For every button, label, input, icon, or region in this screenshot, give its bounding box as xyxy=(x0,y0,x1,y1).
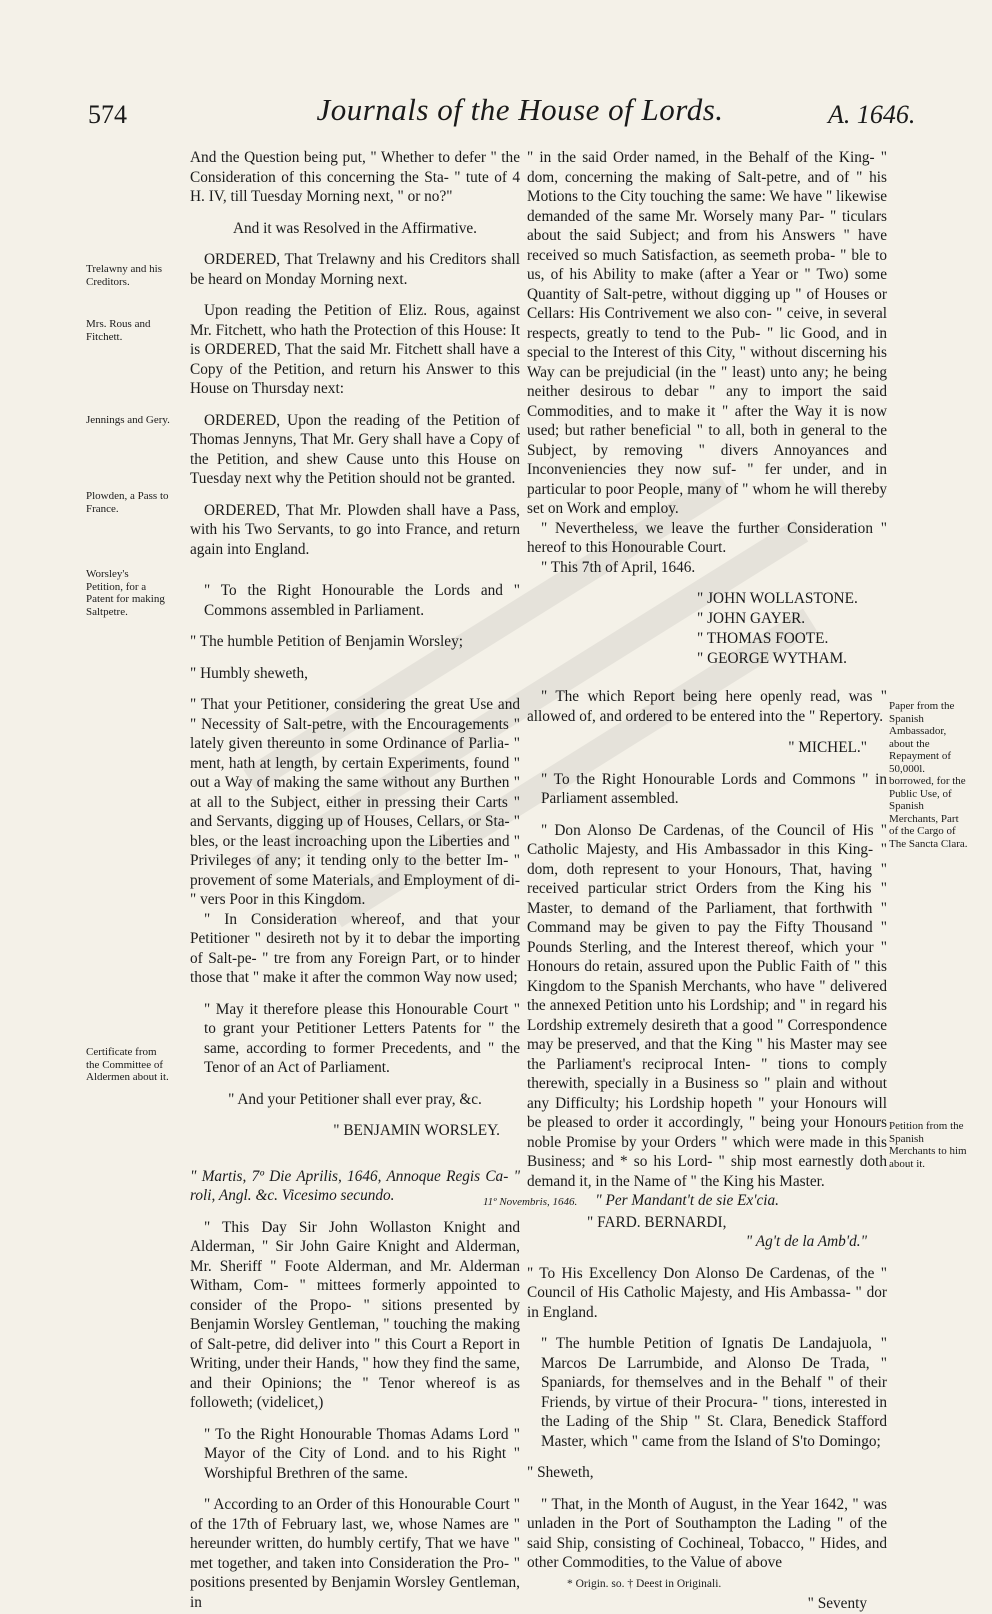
margin-note-certificate: Certificate from the Committee of Aldermen about it. xyxy=(86,1046,169,1083)
subscription: " Per Mandant't de sie Ex'cia. xyxy=(595,1192,780,1209)
paragraph: " in the said Order named, in the Behalf of the King- " dom, concerning the making of Salt-petre, and of " his Motions to the City touching the same: We have " likewise demanded of the same Mr. Worsely many Par- " ticulars about the said Subject; and from his Answers " have received so much Satisfaction, as seemeth proba- " ble to us, of his Ability to make (after a Year or " Two) some Quantity of Salt-petre, without digging up " of Houses or Cellars: His Contrivement we also con- " ceive, in several respects, greatly to tend to the Pub- " lic Good, and in special to the Interest of this City, " without discerning his Way can be prejudicial (in the " least) unto any; he being neither desirous to debar " any to import the said Commodities, and to make it " after the Way it is now used; but rather beneficial " to all, both in general to the Subject, by removing " divers Annoyances and Inconveniencies they now suf- " fer under, and in particular to poor People, many of " whom he will thereby set on Work and employ. xyxy=(527,149,887,517)
paragraph: ORDERED, Upon the reading of the Petition of Thomas Jennyns, That Mr. Gery shall have a Copy of the Petition, and shew Cause unto this House on Tuesday next why the Petition should not be granted. xyxy=(190,411,520,487)
footnote: * Origin. so. † Deest in Originali. xyxy=(567,1577,722,1590)
paragraph: And the Question being put, " Whether to defer " the Consideration of this concerning the Sta- " tute of 4 H. IV, till Tuesday Morning next, " or no?" xyxy=(190,149,520,205)
paragraph: " This Day Sir John Wollaston Knight and Alderman, " Sir John Gaire Knight and Alderman, Mr. Sheriff " Foote Alderman, and Mr. Alderman Witham, Com- " mittees formerly appointed to consider of the Propo- " sitions presented by Benjamin Worsley Gentleman, " touching the making of Salt-petre, did deliver into " this Court a Report in Writing, under their Hands, " how they find the same, and their Opinions; the " Tenor whereof is as followeth; (videlicet,) xyxy=(190,1218,520,1411)
paragraph: " In Consideration whereof, and that your Petitioner " desireth not by it to debar the importing of Salt-pe- " tre from any Foreign Part, or to hinder those that " make it after the common Way now used; xyxy=(190,910,520,986)
margin-note-worsley: Worsley's Petition, for a Patent for making Saltpetre. xyxy=(86,568,165,618)
paragraph: " According to an Order of this Honourable Court " of the 17th of February last, we, whose Names are " hereunder written, do humbly certify, That we have " met together, and taken into Consideration the Pro- " positions presented by Benjamin Worsley Gentleman, in xyxy=(190,1496,520,1611)
catchword: " Seventy xyxy=(807,1595,867,1612)
date-note: 11º Novembris, 1646. xyxy=(483,1196,578,1208)
signature: " Ag't de la Amb'd." xyxy=(745,1233,867,1250)
right-column xyxy=(483,148,887,1614)
paragraph: " Sheweth, xyxy=(527,1464,594,1481)
signature: " MICHEL." xyxy=(788,739,867,756)
paragraph: ORDERED, That Trelawny and his Creditors shall be heard on Monday Morning next. xyxy=(190,251,520,288)
year-label: A. 1646. xyxy=(828,100,916,129)
signature: " THOMAS FOOTE. xyxy=(697,630,829,647)
paragraph: " The humble Petition of Benjamin Worsley; xyxy=(190,633,463,650)
signature: " GEORGE WYTHAM. xyxy=(697,650,847,667)
journal-title: Journals of the House of Lords. xyxy=(316,92,724,127)
paragraph: " The which Report being here openly read, was " allowed of, and ordered to be entered into the " Repertory. xyxy=(527,688,887,725)
signature: " JOHN GAYER. xyxy=(697,610,806,627)
paragraph: " Humbly sheweth, xyxy=(190,664,308,682)
page-header xyxy=(0,0,992,150)
paragraph: " The humble Petition of Ignatis De Landajuola, " Marcos De Larrumbide, and Alonso De Trada, " Spaniards, for themselves and in the Behalf " of their Friends, by virtue of their Procura- " tions, interested in the Lading of the Ship " St. Clara, Benedick Stafford Master, which " came from the Island of S'to Domingo; xyxy=(541,1335,887,1450)
margin-note-rous: Mrs. Rous and Fitchett. xyxy=(86,318,151,343)
paragraph: " This 7th of April, 1646. xyxy=(541,558,696,576)
paragraph: " To the Right Honourable the Lords and " Commons assembled in Parliament. xyxy=(204,582,520,619)
signature: " BENJAMIN WORSLEY. xyxy=(333,1122,500,1139)
margin-note-trelawny: Trelawny and his Creditors. xyxy=(86,263,162,288)
paragraph: " Martis, 7º Die Aprilis, 1646, Annoque Regis Ca- " roli, Angl. &c. Vicesimo secundo. xyxy=(190,1167,520,1204)
margin-note-plowden: Plowden, a Pass to France. xyxy=(86,490,169,515)
paragraph: And it was Resolved in the Affirmative. xyxy=(232,219,477,237)
paragraph: " Don Alonso De Cardenas, of the Council of His " Catholic Majesty, and His Ambassador in this King- " dom, doth represent to your Honours, That, having " received particular strict Orders from the King his " Master, to demand of the Parliament, that forthwith " Command may be given to pay the Fifty Thousand " Pounds Sterling, and the Interest thereof, which your " Honours do retain, assured upon the Public Faith of " this Kingdom to the Spanish Merchants, who have " delivered the annexed Petition unto his Lordship; and " in regard his Lordship extremely desireth that a good " Correspondence may be preserved, and that the King " his Master may see the Parliament's reciprocal Inten- " tions to comply therewith, specially in a Business so " plain and without any Difficulty; his Lordship hopeth " your Honours will be pleased to order it accordingly, " being your Honours noble Promise by your Orders " which were made in this Business; and * so his Lord- " ship most earnestly doth demand it, in the Name of " the King his Master. xyxy=(527,821,887,1190)
signature: " FARD. BERNARDI, xyxy=(587,1213,727,1231)
paragraph: " Nevertheless, we leave the further Consideration " hereof to this Honourable Court. xyxy=(527,519,887,556)
paragraph: Upon reading the Petition of Eliz. Rous, against Mr. Fitchett, who hath the Protection of this House: It is ORDERED, That the said Mr. Fitchett shall have a Copy of the Petition, and return his Answer to this House on Thursday next: xyxy=(190,302,520,397)
page-number: 574 xyxy=(88,100,127,129)
paragraph: " To the Right Honourable Lords and Commons " in Parliament assembled. xyxy=(541,770,887,807)
paragraph: " And your Petitioner shall ever pray, &c. xyxy=(228,1090,482,1108)
left-column xyxy=(190,148,520,1612)
paragraph: ORDERED, That Mr. Plowden shall have a Pass, with his Two Servants, to go into France, and return again into England. xyxy=(190,501,520,558)
signature: " JOHN WOLLASTONE. xyxy=(697,590,858,607)
margin-note-spanish-petition: Petition from the Spanish Merchants to him about it. xyxy=(889,1120,967,1170)
paragraph: " May it therefore please this Honourable Court " to grant your Petitioner Letters Patents for " the same, according to former Precedents, and " the Tenor of an Act of Parliament. xyxy=(204,1000,520,1076)
paragraph xyxy=(483,1191,887,1213)
paragraph: " That your Petitioner, considering the great Use and " Necessity of Salt-petre, with the Encouragements " lately given thereunto in some Ordinance of Parlia- " ment, hath at length, by certain Experiments, found " out a Way of making the same without any Burthen " at all to the Subject, either in pressing their Carts " and Servants, digging up of Houses, Cellars, or Sta- " bles, or the least incroaching upon the Liberties and " Privileges of any; it tending only to the better Im- " provement of some Materials, and Employment of di- " vers Poor in this Kingdom. xyxy=(190,696,520,908)
paragraph: " To the Right Honourable Thomas Adams Lord " Mayor of the City of Lond. and to his Right " Worshipful Brethren of the same. xyxy=(204,1425,520,1482)
paragraph: " To His Excellency Don Alonso De Cardenas, of the " Council of His Catholic Majesty, and His Ambassa- " dor in England. xyxy=(527,1264,887,1321)
margin-note-jennings: Jennings and Gery. xyxy=(86,414,170,426)
paragraph: " That, in the Month of August, in the Year 1642, " was unladen in the Port of Southampton the Lading " of the said Ship, consisting of Cochineal, Tobacco, " Hides, and other Commodities, to the Value of above xyxy=(527,1495,887,1571)
signature-block xyxy=(527,589,887,669)
margin-note-spanish-paper: Paper from the Spanish Ambassador, about the Repayment of 50,000l. borrowed, for the Public Use, of Spanish Merchants, Part of the Cargo of The Sancta Clara. xyxy=(889,700,968,850)
